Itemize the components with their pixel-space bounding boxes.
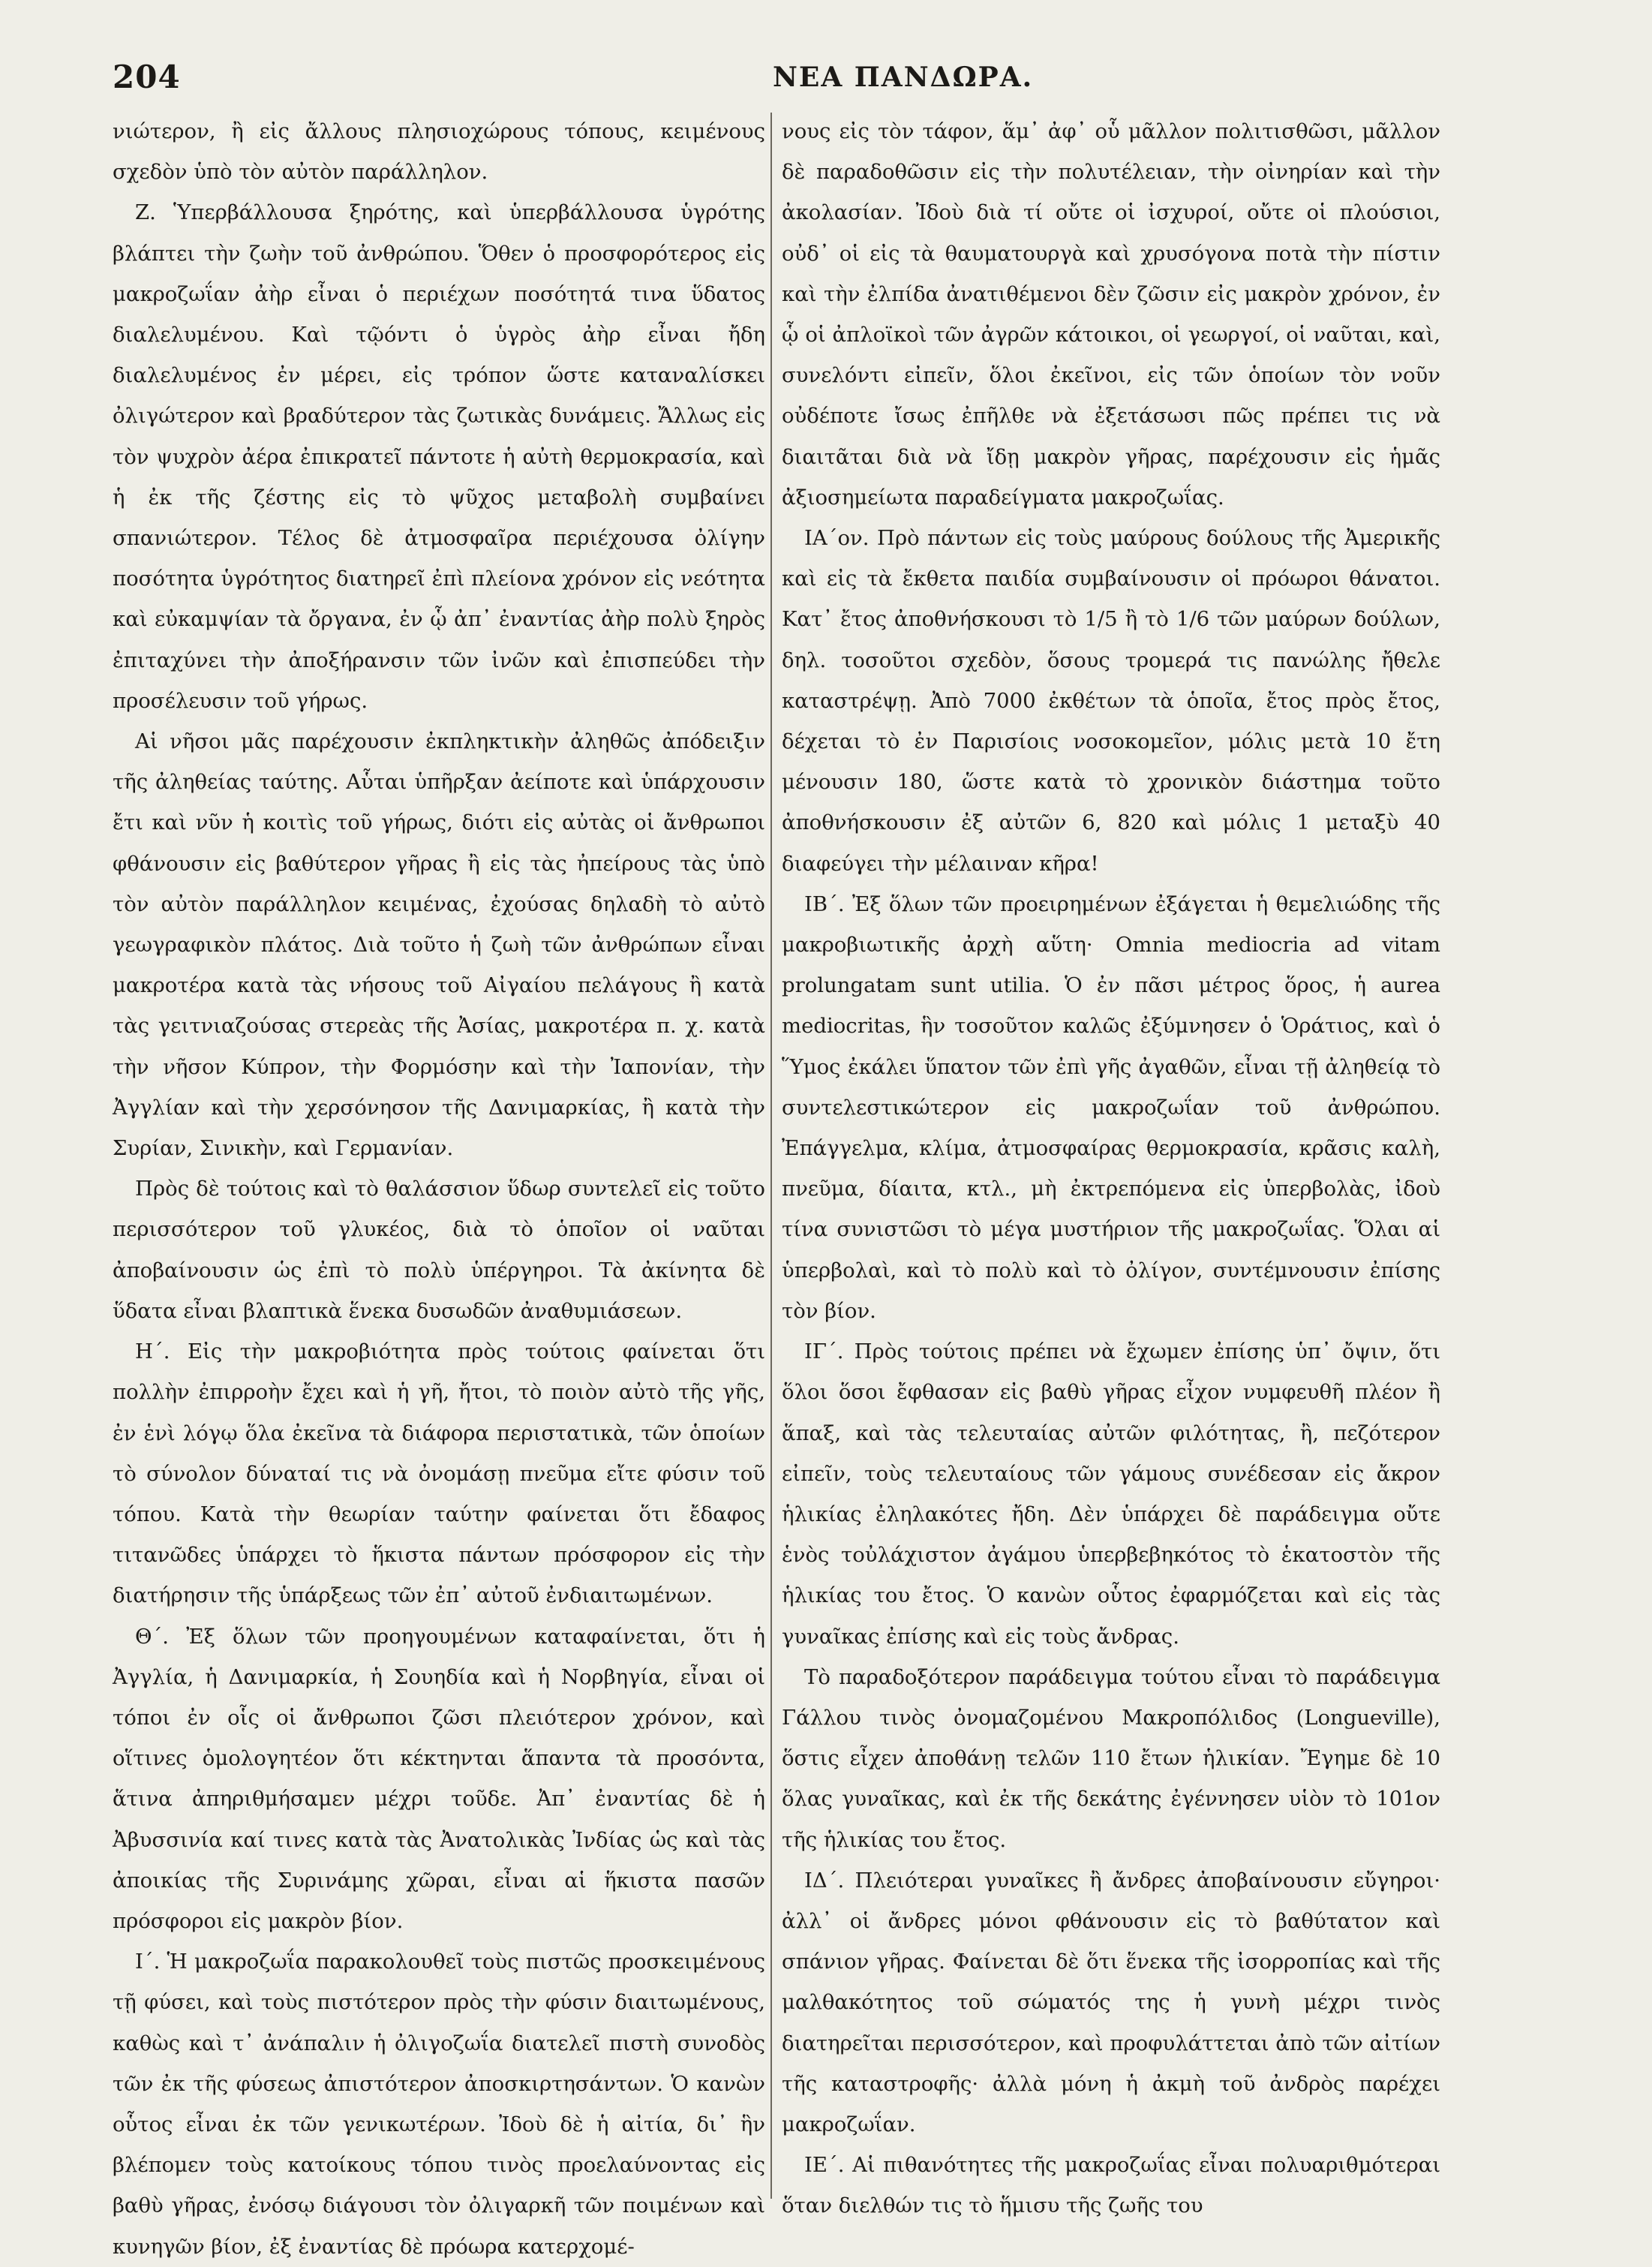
column-divider (770, 113, 772, 2199)
paragraph: ΙΔ΄. Πλειότεραι γυναῖκες ἢ ἄνδρες ἀποβαίνουσιν εὔγηροι· ἀλλ᾽ οἱ ἄνδρες μόνοι φθάνουσιν εἰς τὸ βαθύτατον καὶ σπάνιον γῆρας. Φαίνεται δὲ ὅτι ἕνεκα τῆς ἰσορροπίας καὶ τῆς μαλθακότητος τοῦ σώματός της ἡ γυνὴ μέχρι τινὸς διατηρεῖται περισσότερον, καὶ προφυλάττεται ἀπὸ τῶν αἰτίων τῆς καταστροφῆς· ἀλλὰ μόνη ἡ ἀκμὴ τοῦ ἀνδρὸς παρέχει μακροζωΐαν. (782, 1868, 1440, 2136)
paragraph: ΙΑ΄ον. Πρὸ πάντων εἰς τοὺς μαύρους δούλους τῆς Ἀμερικῆς καὶ εἰς τὰ ἔκθετα παιδία συμβαίνουσιν οἱ πρόωροι θάνατοι. Κατ᾽ ἔτος ἀποθνήσκουσι τὸ 1/5 ἢ τὸ 1/6 τῶν μαύρων δούλων, δηλ. τοσοῦτοι σχεδὸν, ὅσους τρομερά τις πανώλης ἤθελε καταστρέψῃ. Ἀπὸ 7000 ἐκθέτων τὰ ὁποῖα, ἔτος πρὸς ἔτος, δέχεται τὸ ἐν Παρισίοις νοσοκομεῖον, μόλις μετὰ 10 ἔτη μένουσιν 180, ὥστε κατὰ τὸ χρονικὸν διάστημα τοῦτο ἀποθνήσκουσιν ἐξ αὐτῶν 6, 820 καὶ μόλις 1 μεταξὺ 40 διαφεύγει τὴν μέλαιναν κῆρα! (782, 526, 1440, 876)
left-column (113, 111, 765, 2267)
paragraph: Ι΄. Ἡ μακροζωΐα παρακολουθεῖ τοὺς πιστῶς προσκειμένους τῇ φύσει, καὶ τοὺς πιστότερον πρὸς τὴν φύσιν διαιτωμένους, καθὼς καὶ τ᾽ ἀνάπαλιν ἡ ὀλιγοζωΐα διατελεῖ πιστὴ συνοδὸς τῶν ἐκ τῆς φύσεως ἀπιστότερον ἀποσκιρτησάντων. Ὁ κανὼν οὗτος εἶναι ἐκ τῶν γενικωτέρων. Ἰδοὺ δὲ ἡ αἰτία, δι᾽ ἣν βλέπομεν τοὺς κατοίκους τόπου τινὸς προελαύνοντας εἰς βαθὺ γῆρας, ἐνόσῳ διάγουσι τὸν ὀλιγαρκῆ τῶν ποιμένων καὶ κυνηγῶν βίον, ἐξ ἐναντίας δὲ πρόωρα κατερχομέ- (113, 1950, 765, 2259)
paragraph: νιώτερον, ἢ εἰς ἄλλους πλησιοχώρους τόπους, κειμένους σχεδὸν ὑπὸ τὸν αὐτὸν παράλληλον. (113, 119, 765, 185)
paragraph: ΙΕ΄. Αἱ πιθανότητες τῆς μακροζωΐας εἶναι πολυαριθμότεραι ὅταν διελθών τις τὸ ἥμισυ τῆς ζωῆς του (782, 2153, 1440, 2218)
paragraph: Θ΄. Ἐξ ὅλων τῶν προηγουμένων καταφαίνεται, ὅτι ἡ Ἀγγλία, ἡ Δανιμαρκία, ἡ Σουηδία καὶ ἡ Νορβηγία, εἶναι οἱ τόποι ἐν οἷς οἱ ἄνθρωποι ζῶσι πλειότερον χρόνον, καὶ οἵτινες ὁμολογητέον ὅτι κέκτηνται ἅπαντα τὰ προσόντα, ἅτινα ἀπηριθμήσαμεν μέχρι τοῦδε. Ἀπ᾽ ἐναντίας δὲ ἡ Ἀβυσσινία καί τινες κατὰ τὰς Ἀνατολικὰς Ἰνδίας ὡς καὶ τὰς ἀποικίας τῆς Συρινάμης χῶραι, εἶναι αἱ ἥκιστα πασῶν πρόσφοροι εἰς μακρὸν βίον. (113, 1624, 765, 1933)
paragraph: Αἱ νῆσοι μᾶς παρέχουσιν ἐκπληκτικὴν ἀληθῶς ἀπόδειξιν τῆς ἀληθείας ταύτης. Αὗται ὑπῆρξαν ἀείποτε καὶ ὑπάρχουσιν ἔτι καὶ νῦν ἡ κοιτὶς τοῦ γήρως, διότι εἰς αὐτὰς οἱ ἄνθρωποι φθάνουσιν εἰς βαθύτερον γῆρας ἢ εἰς τὰς ἠπείρους τὰς ὑπὸ τὸν αὐτὸν παράλληλον κειμένας, ἐχούσας δηλαδὴ τὸ αὐτὸ γεωγραφικὸν πλάτος. Διὰ τοῦτο ἡ ζωὴ τῶν ἀνθρώπων εἶναι μακροτέρα κατὰ τὰς νήσους τοῦ Αἰγαίου πελάγους ἢ κατὰ τὰς γειτνιαζούσας στερεὰς τῆς Ἀσίας, μακροτέρα π. χ. κατὰ τὴν νῆσον Κύπρον, τὴν Φορμόσην καὶ τὴν Ἰαπονίαν, τὴν Ἀγγλίαν καὶ τὴν χερσόνησον τῆς Δανιμαρκίας, ἢ κατὰ τὴν Συρίαν, Σινικὴν, καὶ Γερμανίαν. (113, 729, 765, 1161)
page-number: 204 (113, 59, 181, 95)
right-column (782, 111, 1440, 2226)
paragraph: Πρὸς δὲ τούτοις καὶ τὸ θαλάσσιον ὕδωρ συντελεῖ εἰς τοῦτο περισσότερον τοῦ γλυκέος, διὰ τὸ ὁποῖον οἱ ναῦται ἀποβαίνουσιν ὡς ἐπὶ τὸ πολὺ ὑπέργηροι. Τὰ ἀκίνητα δὲ ὕδατα εἶναι βλαπτικὰ ἕνεκα δυσωδῶν ἀναθυμιάσεων. (113, 1177, 765, 1323)
paragraph: ΙΒ΄. Ἐξ ὅλων τῶν προειρημένων ἐξάγεται ἡ θεμελιώδης τῆς μακροβιωτικῆς ἀρχὴ αὕτη· Omnia mediocria ad vitam prolungatam sunt utilia. Ὁ ἐν πᾶσι μέτρος ὅρος, ἡ aurea mediocritas, ἣν τοσοῦτον καλῶς ἐξύμνησεν ὁ Ὁράτιος, καὶ ὁ Ὕμος ἐκάλει ὕπατον τῶν ἐπὶ γῆς ἀγαθῶν, εἶναι τῇ ἀληθείᾳ τὸ συντελεστικώτερον εἰς μακροζωΐαν τοῦ ἀνθρώπου. Ἐπάγγελμα, κλίμα, ἀτμοσφαίρας θερμοκρασία, κρᾶσις καλὴ, πνεῦμα, δίαιτα, κτλ., μὴ ἐκτρεπόμενα εἰς ὑπερβολὰς, ἰδοὺ τίνα συνιστῶσι τὸ μέγα μυστήριον τῆς μακροζωΐας. Ὅλαι αἱ ὑπερβολαὶ, καὶ τὸ πολὺ καὶ τὸ ὀλίγον, συντέμνουσιν ἐπίσης τὸν βίον. (782, 891, 1440, 1323)
paragraph: Η΄. Εἰς τὴν μακροβιότητα πρὸς τούτοις φαίνεται ὅτι πολλὴν ἐπιρροὴν ἔχει καὶ ἡ γῆ, ἤτοι, τὸ ποιὸν αὐτὸ τῆς γῆς, ἐν ἑνὶ λόγῳ ὅλα ἐκεῖνα τὰ διάφορα περιστατικὰ, τῶν ὁποίων τὸ σύνολον δύναταί τις νὰ ὀνομάσῃ πνεῦμα εἴτε φύσιν τοῦ τόπου. Κατὰ τὴν θεωρίαν ταύτην φαίνεται ὅτι ἔδαφος τιτανῶδες ὑπάρχει τὸ ἥκιστα πάντων πρόσφορον εἰς τὴν διατήρησιν τῆς ὑπάρξεως τῶν ἐπ᾽ αὐτοῦ ἐνδιαιτωμένων. (113, 1339, 765, 1608)
paragraph: Τὸ παραδοξότερον παράδειγμα τούτου εἶναι τὸ παράδειγμα Γάλλου τινὸς ὀνομαζομένου Μακροπόλιδος (Longueville), ὅστις εἶχεν ἀποθάνῃ τελῶν 110 ἔτων ἡλικίαν. Ἔγημε δὲ 10 ὅλας γυναῖκας, καὶ ἐκ τῆς δεκάτης ἐγέννησεν υἱὸν τὸ 101ον τῆς ἡλικίας του ἔτος. (782, 1664, 1440, 1852)
paragraph: νους εἰς τὸν τάφον, ἅμ᾽ ἀφ᾽ οὗ μᾶλλον πολιτισθῶσι, μᾶλλον δὲ παραδοθῶσιν εἰς τὴν πολυτέλειαν, τὴν οἰνηρίαν καὶ τὴν ἀκολασίαν. Ἰδοὺ διὰ τί οὔτε οἱ ἰσχυροί, οὔτε οἱ πλούσιοι, οὐδ᾽ οἱ εἰς τὰ θαυματουργὰ καὶ χρυσόγονα ποτὰ τὴν πίστιν καὶ τὴν ἐλπίδα ἀνατιθέμενοι δὲν ζῶσιν εἰς μακρὸν χρόνον, ἐν ᾧ οἱ ἀπλοϊκοὶ τῶν ἀγρῶν κάτοικοι, οἱ γεωργοί, οἱ ναῦται, καὶ, συνελόντι εἰπεῖν, ὅλοι ἐκεῖνοι, εἰς τῶν ὁποίων τὸν νοῦν οὐδέποτε ἴσως ἐπῆλθε νὰ ἐξετάσωσι πῶς πρέπει τις νὰ διαιτᾶται διὰ νὰ ἴδῃ μακρὸν γῆρας, παρέχουσιν εἰς ἡμᾶς ἀξιοσημείωτα παραδείγματα μακροζωΐας. (782, 119, 1440, 510)
running-title: ΝΕΑ ΠΑΝΔΩΡΑ. (773, 62, 1034, 93)
paragraph: ΙΓ΄. Πρὸς τούτοις πρέπει νὰ ἔχωμεν ἐπίσης ὑπ᾽ ὄψιν, ὅτι ὅλοι ὅσοι ἔφθασαν εἰς βαθὺ γῆρας εἶχον νυμφευθῆ πλέον ἢ ἅπαξ, καὶ τὰς τελευταίας αὐτῶν φιλότητας, ἢ, πεζότερον εἰπεῖν, τοὺς τελευταίους τῶν γάμους συνέδεσαν εἰς ἄκρον ἡλικίας ἐληλακότες ἤδη. Δὲν ὑπάρχει δὲ παράδειγμα οὔτε ἑνὸς τοὐλάχιστον ἀγάμου ὑπερβεβηκότος τὸ ἑκατοστὸν τῆς ἡλικίας του ἔτος. Ὁ κανὼν οὗτος ἐφαρμόζεται καὶ εἰς τὰς γυναῖκας ἐπίσης καὶ εἰς τοὺς ἄνδρας. (782, 1339, 1440, 1649)
page-header (113, 59, 1605, 96)
paragraph: Ζ. Ὑπερβάλλουσα ξηρότης, καὶ ὑπερβάλλουσα ὑγρότης βλάπτει τὴν ζωὴν τοῦ ἀνθρώπου. Ὅθεν ὁ προσφορότερος εἰς μακροζωΐαν ἀὴρ εἶναι ὁ περιέχων ποσότητά τινα ὕδατος διαλελυμένου. Καὶ τῷόντι ὁ ὑγρὸς ἀὴρ εἶναι ἤδη διαλελυμένος ἐν μέρει, εἰς τρόπον ὥστε καταναλίσκει ὀλιγώτερον καὶ βραδύτερον τὰς ζωτικὰς δυνάμεις. Ἄλλως εἰς τὸν ψυχρὸν ἀέρα ἐπικρατεῖ πάντοτε ἡ αὐτὴ θερμοκρασία, καὶ ἡ ἐκ τῆς ζέστης εἰς τὸ ψῦχος μεταβολὴ συμβαίνει σπανιώτερον. Τέλος δὲ ἀτμοσφαῖρα περιέχουσα ὀλίγην ποσότητα ὑγρότητος διατηρεῖ ἐπὶ πλείονα χρόνον εἰς νεότητα καὶ εὐκαμψίαν τὰ ὄργανα, ἐν ᾧ ἀπ᾽ ἐναντίας ἀὴρ πολὺ ξηρὸς ἐπιταχύνει τὴν ἀποξήρανσιν τῶν ἰνῶν καὶ ἐπισπεύδει τὴν προσέλευσιν τοῦ γήρως. (113, 200, 765, 713)
